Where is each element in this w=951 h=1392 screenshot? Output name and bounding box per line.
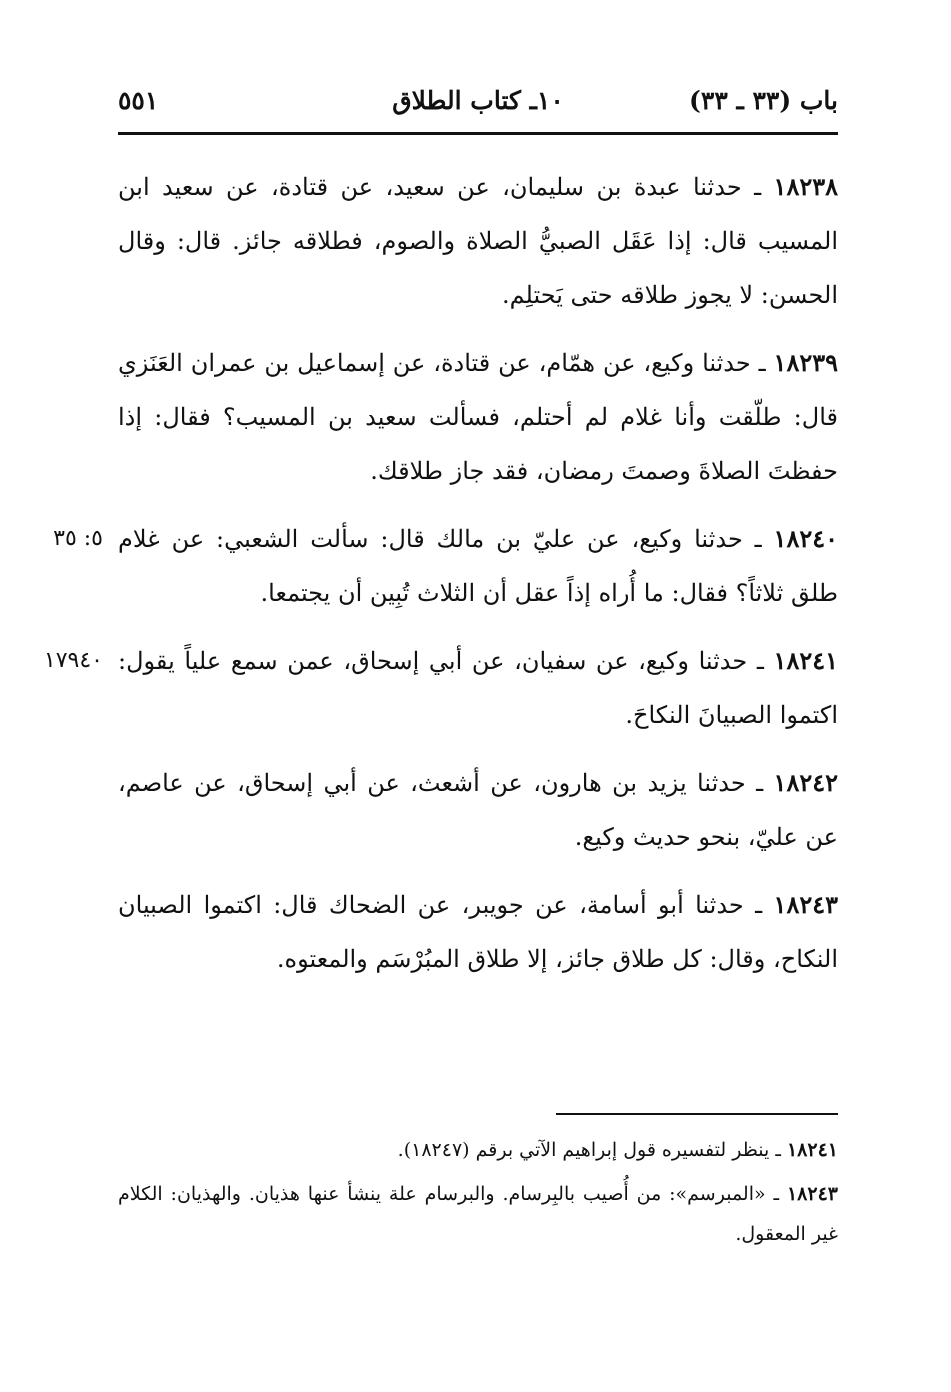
- footnote-number: ١٨٢٤١: [786, 1139, 838, 1161]
- hadith-entry: [118, 160, 838, 322]
- hadith-number: ١٨٢٤٣: [773, 890, 838, 919]
- footnote-number: ١٨٢٤٣: [786, 1183, 838, 1205]
- footnote: [118, 1130, 838, 1170]
- hadith-entry: [53, 512, 838, 620]
- page-header: [118, 86, 838, 126]
- footnote-text: ـ ينظر لتفسيره قول إبراهيم الآتي برقم (١٨٢٤٧).: [397, 1139, 787, 1161]
- hadith-number: ١٨٢٣٩: [773, 348, 838, 377]
- book-title: ١٠ـ كتاب الطلاق: [392, 86, 564, 115]
- footnote-text: ـ «المبرسم»: من أُصيب بالبِرسام. والبرسام علة ينشأ عنها هذيان. والهذيان: الكلام غير المعقول.: [118, 1183, 838, 1245]
- side-reference: ١٧٩٤٠: [43, 648, 103, 673]
- hadith-entry: [43, 634, 838, 742]
- page-number: ٥٥١: [118, 86, 159, 115]
- hadith-list: [43, 160, 838, 1000]
- hadith-entry: [118, 756, 838, 864]
- hadith-text: ـ حدثنا وكيع، عن سفيان، عن أبي إسحاق، عمن سمع علياً يقول: اكتموا الصبيانَ النكاحَ.: [118, 647, 838, 729]
- hadith-number: ١٨٢٤٢: [773, 768, 838, 797]
- hadith-text: ـ حدثنا وكيع، عن همّام، عن قتادة، عن إسماعيل بن عمران العَنَزي قال: طلّقت وأنا غلام لم أحتلم، فسألت سعيد بن المسيب؟ فقال: إذا حفظتَ الصلاةَ وصمتَ رمضان، فقد جاز طلاقك.: [118, 349, 838, 485]
- hadith-entry: [118, 336, 838, 498]
- header-divider: [118, 132, 838, 135]
- hadith-text: ـ حدثنا يزيد بن هارون، عن أشعث، عن أبي إسحاق، عن عاصم، عن عليّ، بنحو حديث وكيع.: [118, 769, 838, 851]
- chapter-heading: باب (٣٣ ـ ٣٣): [689, 86, 838, 115]
- hadith-entry: [118, 878, 838, 986]
- footnote-divider: [556, 1113, 838, 1115]
- footnotes: [118, 1130, 838, 1258]
- footnote: [118, 1174, 838, 1254]
- hadith-number: ١٨٢٣٨: [773, 172, 838, 201]
- hadith-text: ـ حدثنا وكيع، عن عليّ بن مالك قال: سألت الشعبي: عن غلام طلق ثلاثاً؟ فقال: ما أُراه إذاً عقل أن الثلاث تُبِين أن يجتمعا.: [118, 525, 838, 607]
- hadith-number: ١٨٢٤١: [773, 646, 838, 675]
- hadith-text: ـ حدثنا أبو أسامة، عن جويبر، عن الضحاك قال: اكتموا الصبيان النكاح، وقال: كل طلاق جائز، إلا طلاق المبُرْسَم والمعتوه.: [118, 891, 838, 973]
- side-reference: ٥: ٣٥: [53, 526, 103, 551]
- hadith-text: ـ حدثنا عبدة بن سليمان، عن سعيد، عن قتادة، عن سعيد ابن المسيب قال: إذا عَقَل الصبيُّ الصلاة والصوم، فطلاقه جائز. قال: وقال الحسن: لا يجوز طلاقه حتى يَحتلِم.: [118, 173, 838, 309]
- hadith-number: ١٨٢٤٠: [773, 524, 838, 553]
